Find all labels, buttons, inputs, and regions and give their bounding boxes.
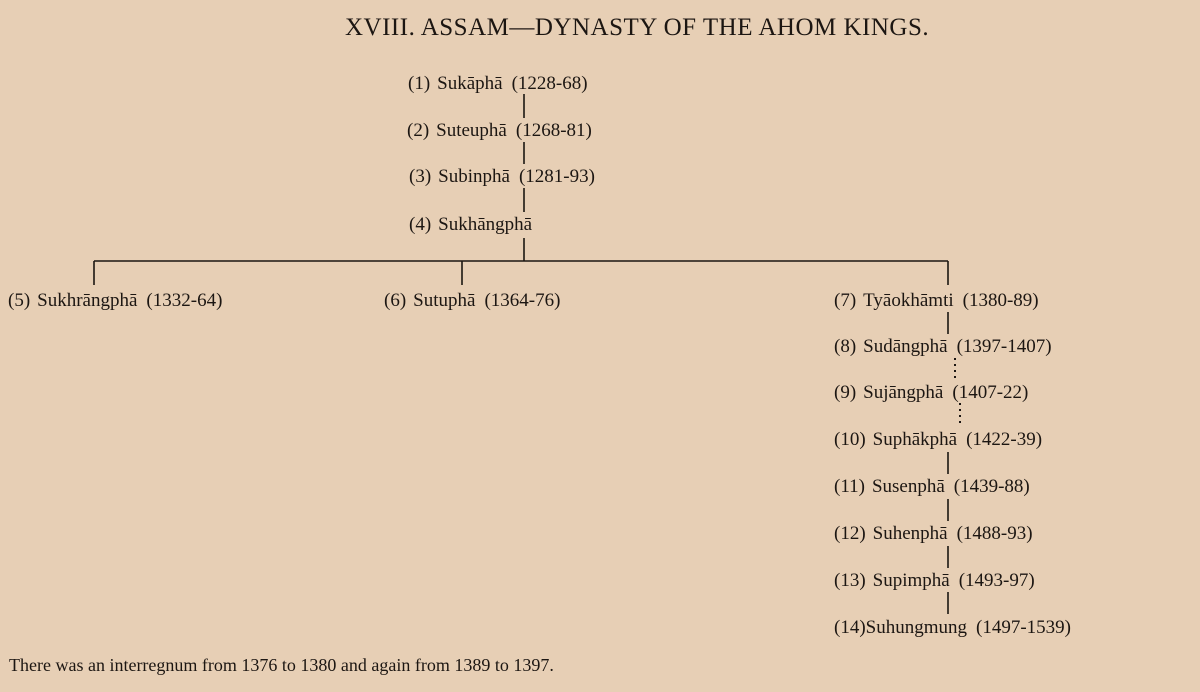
page-title: XVIII. ASSAM—DYNASTY OF THE AHOM KINGS. bbox=[345, 14, 930, 41]
king-name: Suhungmung bbox=[865, 617, 968, 638]
king-years: (1422-39) bbox=[966, 429, 1043, 450]
king-years: (1281-93) bbox=[518, 166, 595, 187]
king-name: Suhenphā bbox=[872, 523, 948, 544]
king-node bbox=[409, 166, 595, 188]
king-name: Supimphā bbox=[872, 570, 950, 591]
king-name: Subinphā bbox=[438, 166, 510, 187]
king-number: (14) bbox=[834, 617, 866, 638]
king-number: (5) bbox=[8, 290, 31, 311]
king-years: (1497-1539) bbox=[976, 617, 1071, 638]
king-name: Sujāngphā bbox=[863, 382, 944, 403]
king-years: (1228-68) bbox=[511, 73, 588, 94]
king-name: Tyāokhāmti bbox=[863, 290, 954, 311]
king-number: (8) bbox=[834, 336, 857, 357]
footnote: There was an interregnum from 1376 to 1380 and again from 1389 to 1397. bbox=[9, 655, 554, 675]
king-years: (1488-93) bbox=[956, 523, 1033, 544]
king-number: (4) bbox=[409, 214, 432, 235]
king-years: (1439-88) bbox=[953, 476, 1030, 497]
king-years: (1407-22) bbox=[952, 382, 1029, 403]
king-name: Sukāphā bbox=[437, 73, 503, 94]
king-node bbox=[384, 290, 560, 312]
king-number: (13) bbox=[834, 570, 866, 591]
king-node bbox=[408, 73, 588, 95]
king-number: (7) bbox=[834, 290, 857, 311]
king-name: Suteuphā bbox=[436, 120, 507, 141]
king-node bbox=[834, 336, 1052, 358]
king-years: (1397-1407) bbox=[956, 336, 1052, 357]
king-node bbox=[8, 290, 222, 312]
king-name: Sudāngphā bbox=[863, 336, 948, 357]
king-name: Susenphā bbox=[871, 476, 945, 497]
king-node bbox=[834, 476, 1030, 498]
king-name: Sukhrāngphā bbox=[37, 290, 138, 311]
king-number: (6) bbox=[384, 290, 407, 311]
king-years: (1380-89) bbox=[962, 290, 1039, 311]
king-node bbox=[407, 120, 592, 142]
king-years: (1332-64) bbox=[146, 290, 223, 311]
king-number: (11) bbox=[834, 476, 865, 497]
king-years: (1493-97) bbox=[958, 570, 1035, 591]
king-number: (12) bbox=[834, 523, 866, 544]
king-name: Sukhāngphā bbox=[438, 214, 533, 235]
king-number: (3) bbox=[409, 166, 432, 187]
king-node bbox=[834, 290, 1039, 312]
king-number: (1) bbox=[408, 73, 431, 94]
king-number: (10) bbox=[834, 429, 866, 450]
king-node bbox=[409, 214, 532, 236]
king-name: Sutuphā bbox=[413, 290, 476, 311]
king-years: (1364-76) bbox=[484, 290, 561, 311]
king-node bbox=[834, 429, 1042, 451]
king-node bbox=[834, 570, 1035, 592]
king-years: (1268-81) bbox=[515, 120, 592, 141]
king-name: Suphākphā bbox=[872, 429, 958, 450]
king-number: (2) bbox=[407, 120, 430, 141]
king-node bbox=[834, 382, 1028, 404]
king-node bbox=[834, 523, 1033, 545]
king-number: (9) bbox=[834, 382, 857, 403]
king-node bbox=[834, 617, 1071, 639]
